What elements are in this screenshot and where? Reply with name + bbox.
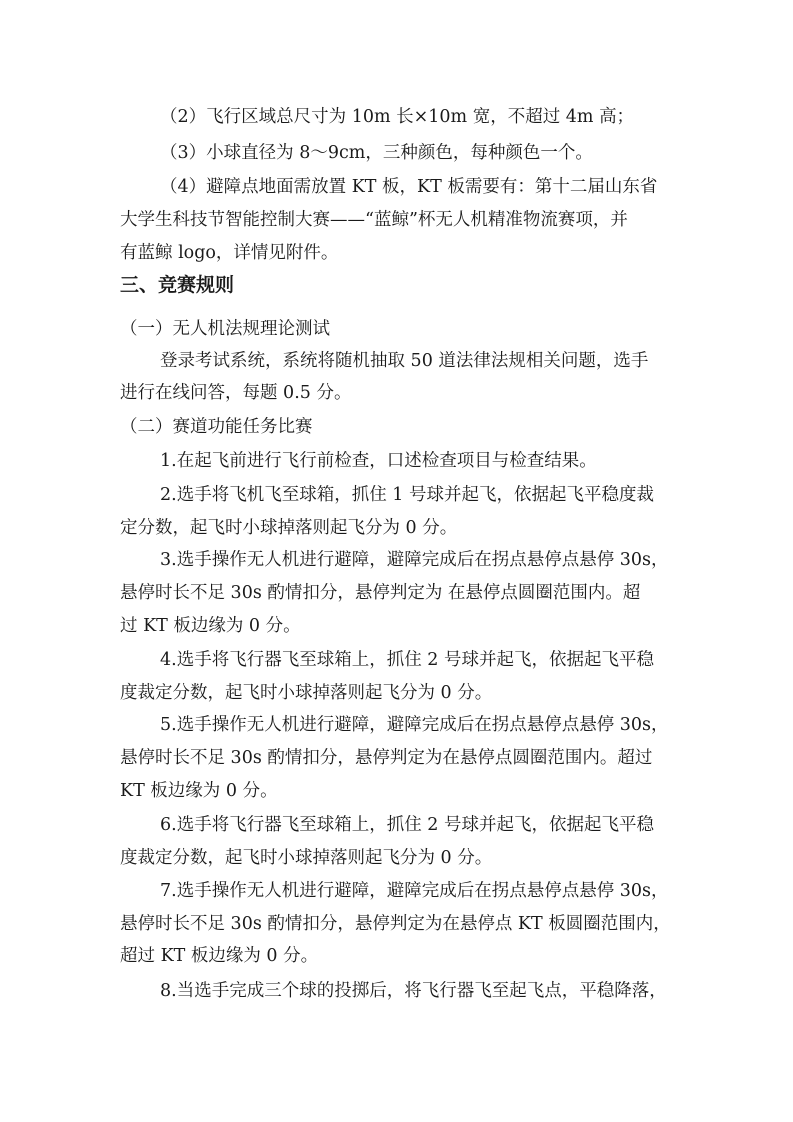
rule-8-line-1: 8.当选手完成三个球的投掷后，将飞行器飞至起飞点，平稳降落， — [160, 981, 667, 1001]
rule-5-line-3: KT 板边缘为 0 分。 — [120, 781, 278, 801]
subsection-heading-1: （一）无人机法规理论测试 — [120, 319, 330, 339]
subsection-heading-2: （二）赛道功能任务比赛 — [120, 417, 313, 437]
rule-7-line-3: 超过 KT 板边缘为 0 分。 — [120, 946, 319, 966]
rule-7-line-1: 7.选手操作无人机进行避障，避障完成后在拐点悬停点悬停 30s， — [160, 881, 669, 901]
rule-5-line-2: 悬停时长不足 30s 酌情扣分，悬停判定为在悬停点圆圈范围内。超过 — [120, 748, 653, 768]
subsection-1-para-line-2: 进行在线问答，每题 0.5 分。 — [120, 383, 352, 403]
rule-3-line-1: 3.选手操作无人机进行避障，避障完成后在拐点悬停点悬停 30s， — [160, 550, 669, 570]
paragraph-item-4-line-1: （4）避障点地面需放置 KT 板，KT 板需要有：第十二届山东省 — [160, 177, 658, 197]
rule-3-line-2: 悬停时长不足 30s 酌情扣分，悬停判定为 在悬停点圆圈范围内。超 — [120, 583, 641, 603]
paragraph-item-3: （3）小球直径为 8～9cm，三种颜色，每种颜色一个。 — [160, 143, 593, 163]
paragraph-item-4-line-3: 有蓝鲸 logo，详情见附件。 — [120, 243, 339, 263]
rule-6-line-2: 度裁定分数，起飞时小球掉落则起飞分为 0 分。 — [120, 848, 493, 868]
rule-1: 1.在起飞前进行飞行前检查，口述检查项目与检查结果。 — [160, 451, 597, 471]
rule-5-line-1: 5.选手操作无人机进行避障，避障完成后在拐点悬停点悬停 30s， — [160, 715, 669, 735]
rule-4-line-2: 度裁定分数，起飞时小球掉落则起飞分为 0 分。 — [120, 683, 493, 703]
rule-2-line-1: 2.选手将飞机飞至球箱，抓住 1 号球并起飞，依据起飞平稳度裁 — [160, 485, 654, 505]
rule-6-line-1: 6.选手将飞行器飞至球箱上，抓住 2 号球并起飞，依据起飞平稳 — [160, 815, 654, 835]
subsection-1-para-line-1: 登录考试系统，系统将随机抽取 50 道法律法规相关问题，选手 — [160, 351, 649, 371]
rule-3-line-3: 过 KT 板边缘为 0 分。 — [120, 616, 301, 636]
rule-7-line-2: 悬停时长不足 30s 酌情扣分，悬停判定为在悬停点 KT 板圆圈范围内， — [120, 914, 671, 934]
paragraph-item-4-line-2: 大学生科技节智能控制大赛——“蓝鲸”杯无人机精准物流赛项，并 — [120, 210, 628, 230]
paragraph-item-2: （2）飞行区域总尺寸为 10m 长×10m 宽，不超过 4m 高； — [160, 107, 635, 127]
rule-4-line-1: 4.选手将飞行器飞至球箱上，抓住 2 号球并起飞，依据起飞平稳 — [160, 650, 654, 670]
rule-2-line-2: 定分数，起飞时小球掉落则起飞分为 0 分。 — [120, 518, 458, 538]
section-heading-rules: 三、竞赛规则 — [120, 274, 235, 296]
